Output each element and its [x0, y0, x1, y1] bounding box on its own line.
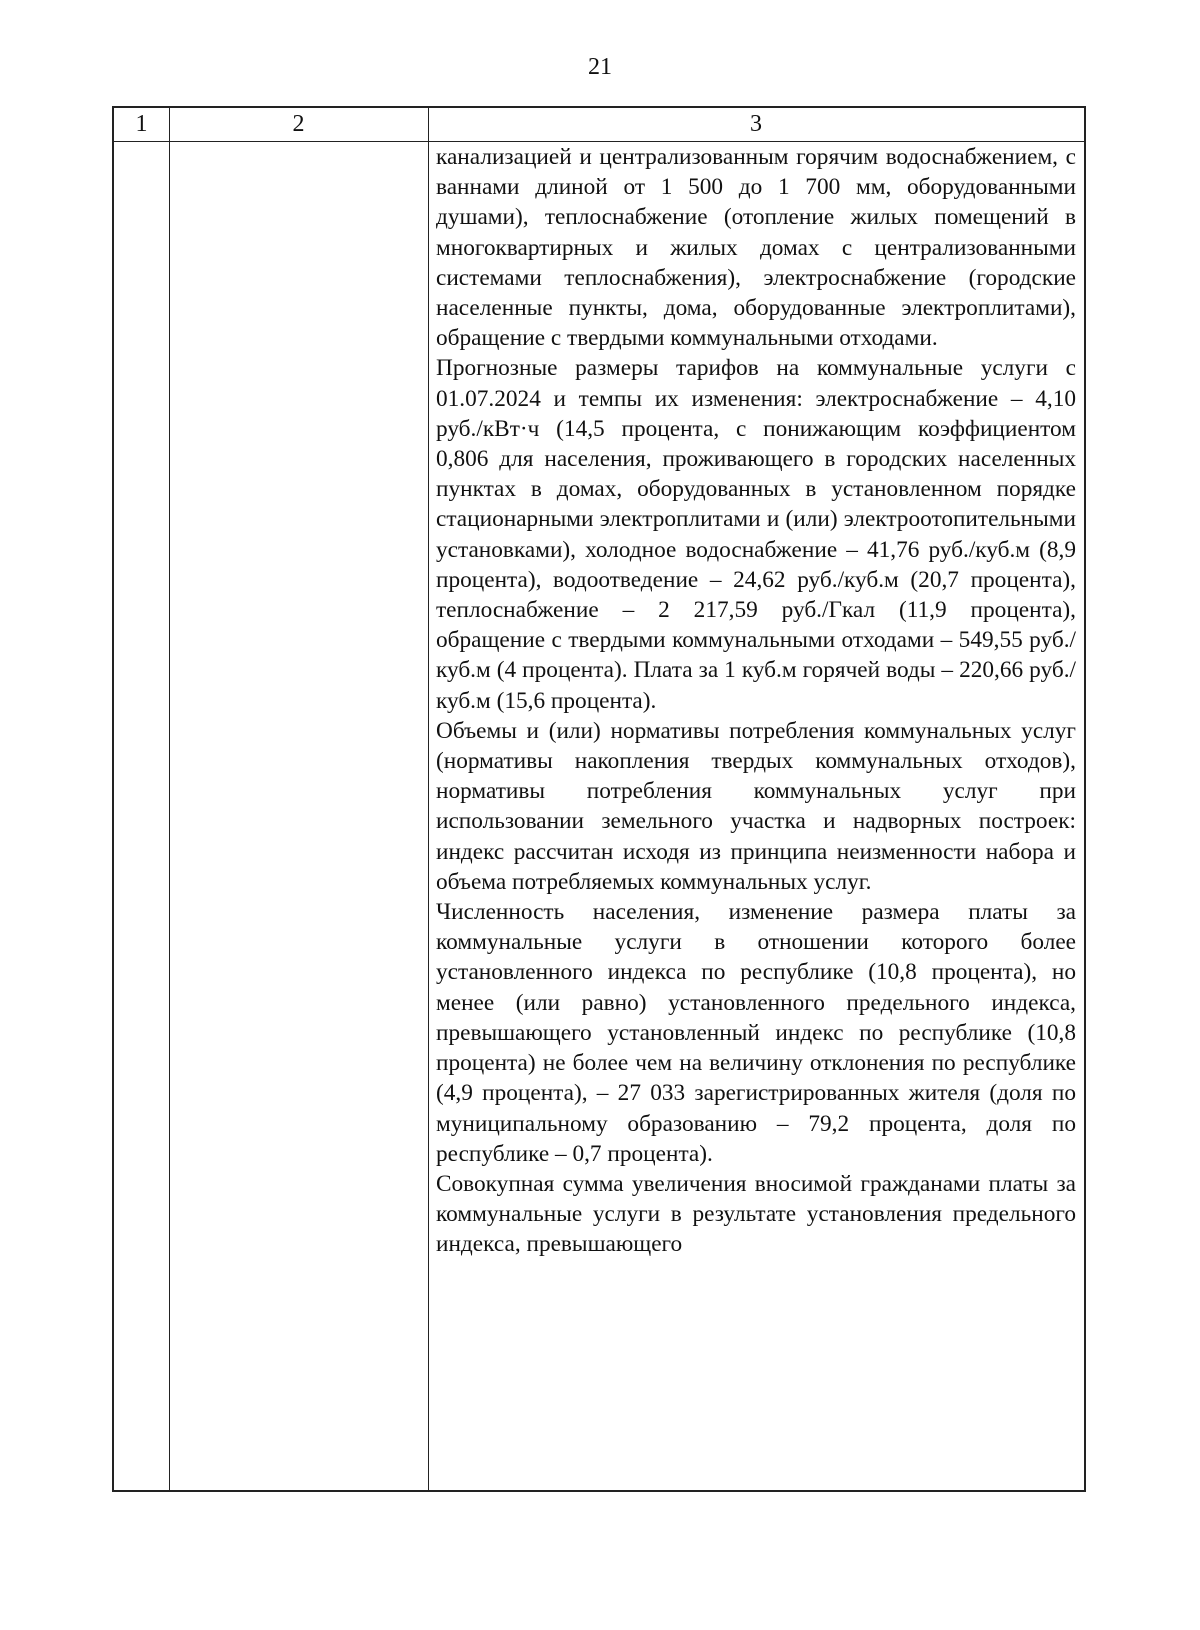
paragraph-population: Численность населения, изменение размера платы за коммунальные услуги в отношении которого более установленного индекса по республике (10,8 процента), но менее (или равно) установленного предельного индекса, превышающего установленный индекс по республике (10,8 процента) не более чем на величину отклонения по республике (4,9 процента), – 27 033 зарегистрированных жителя (доля по муниципальному образованию – 79,2 процента, доля по республике – 0,7 процента). [436, 899, 1076, 1167]
table-header-row [114, 108, 1084, 142]
paragraph-consumption-norms: Объемы и (или) нормативы потребления коммунальных услуг (нормативы накопления твердых коммунальных отходов), нормативы потребления коммунальных услуг при использовании земельного участка и надворных построек: индекс рассчитан исходя из принципа неизменности набора и объема потребляемых коммунальных услуг. [436, 717, 1076, 895]
column-divider-2 [428, 108, 429, 1490]
paragraph-total-increase: Совокупная сумма увеличения вносимой гражданами платы за коммунальные услуги в результате установления предельного индекса, превышающего [436, 1170, 1076, 1258]
header-cell-1: 1 [135, 111, 148, 137]
paragraph-utilities-list: канализацией и централизованным горячим водоснабжением, с ваннами длиной от 1 500 до 1 700 мм, оборудованными душами), теплоснабжение (отопление жилых помещений в многоквартирных и жилых домах с централизованными системами теплоснабжения), электроснабжение (городские населенные пункты, дома, оборудованные электроплитами), обращение с твердыми коммунальными отходами. [436, 144, 1076, 352]
header-cell-2: 2 [292, 111, 305, 137]
paragraph-forecast-tariffs: Прогнозные размеры тарифов на коммунальные услуги с 01.07.2024 и темпы их изменения: электроснабжение – 4,10 руб./кВт·ч (14,5 процента, с понижающим коэффициентом 0,806 для населения, проживающего в городских населенных пунктах в домах, оборудованных в установленном порядке стационарными электроплитами и (или) электроотопительными установками), холодное водоснабжение – 41,76 руб./куб.м (8,9 процента), водоотведение – 24,62 руб./куб.м (20,7 процента), теплоснабжение – 2 217,59 руб./Гкал (11,9 процента), обращение с твердыми коммунальными отходами – 549,55 руб./куб.м (4 процента). Плата за 1 куб.м горячей воды – 220,66 руб./куб.м (15,6 процента). [436, 355, 1076, 714]
table-cell-column-3 [436, 142, 1076, 1488]
header-cell-3: 3 [750, 111, 762, 137]
column-divider-1 [169, 108, 170, 1490]
page-number: 21 [588, 54, 612, 80]
document-table [112, 106, 1086, 1492]
